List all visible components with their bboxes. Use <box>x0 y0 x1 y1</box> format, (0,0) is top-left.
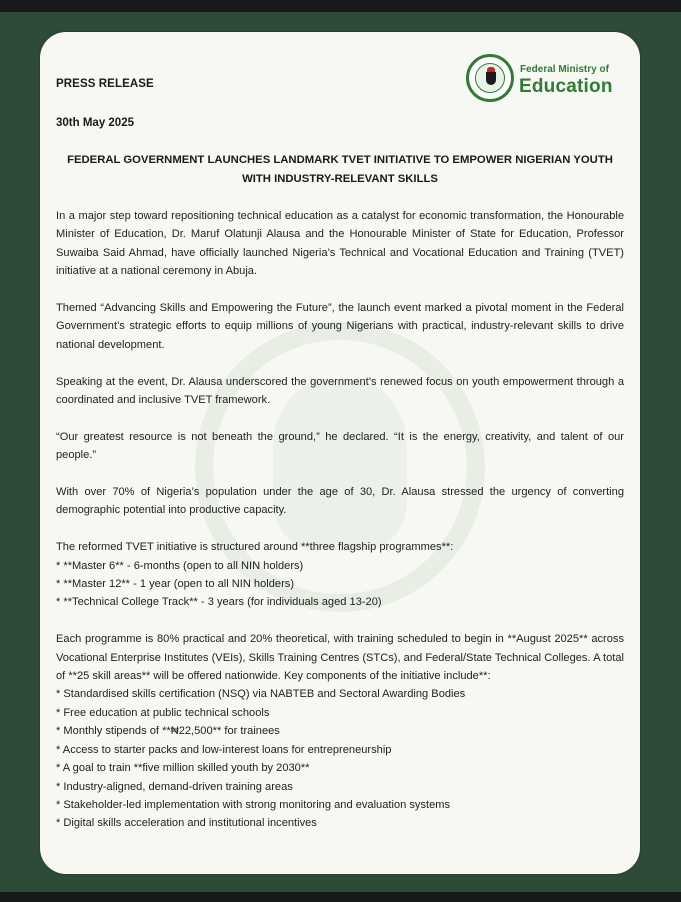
ministry-logo <box>466 52 636 106</box>
list-item: * **Master 12** - 1 year (open to all NIN holders) <box>56 575 624 593</box>
paragraph-intro: In a major step toward repositioning technical education as a catalyst for economic transformation, the Honourable Minister of Education, Dr. Maruf Olatunji Alausa and the Honourable Minister of State for Education, Professor Suwaiba Said Ahmad, have officially launched Nigeria’s Technical and Vocational Education and Training (TVET) initiative at a national ceremony in Abuja. <box>56 210 624 278</box>
release-date: 30th May 2025 <box>56 117 134 129</box>
paragraph-theme: Themed “Advancing Skills and Empowering the Future”, the launch event marked a pivotal moment in the Federal Government’s strategic efforts to equip millions of young Nigerians with practical, industry-relevant skills to drive national development. <box>56 302 624 351</box>
paragraph-demographics: With over 70% of Nigeria’s population under the age of 30, Dr. Alausa stressed the urgency of converting demographic potential into productive capacity. <box>56 486 624 517</box>
logo-title: Education <box>519 76 613 97</box>
press-release-label: PRESS RELEASE <box>56 78 154 90</box>
list-item: * Standardised skills certification (NSQ) via NABTEB and Sectoral Awarding Bodies <box>56 685 624 703</box>
paragraph-programme-details: Each programme is 80% practical and 20% theoretical, with training scheduled to begin in **August 2025** across Vocational Enterprise Institutes (VEIs), Skills Training Centres (STCs), and Federal/State Technical Colleges. A total of **25 skill areas** will be offered nationwide. Key components of the initiative include**: <box>56 633 624 683</box>
list-item: * **Master 6** - 6-months (open to all NIN holders) <box>56 557 624 575</box>
press-release-document <box>40 32 640 874</box>
paragraph-structure: The reformed TVET initiative is structured around **three flagship programmes**: <box>56 541 454 554</box>
list-item: * Digital skills acceleration and institutional incentives <box>56 814 624 832</box>
components-list <box>56 685 624 832</box>
list-item: * Free education at public technical schools <box>56 704 624 722</box>
headline: FEDERAL GOVERNMENT LAUNCHES LANDMARK TVET INITIATIVE TO EMPOWER NIGERIAN YOUTH WITH INDUSTRY-RELEVANT SKILLS <box>67 154 613 185</box>
bottom-bar <box>0 892 681 902</box>
list-item: * A goal to train **five million skilled youth by 2030** <box>56 759 624 777</box>
logo-subtitle: Federal Ministry of <box>520 64 609 75</box>
list-item: * **Technical College Track** - 3 years (for individuals aged 13-20) <box>56 593 624 611</box>
list-item: * Access to starter packs and low-interest loans for entrepreneurship <box>56 741 624 759</box>
paragraph-speech: Speaking at the event, Dr. Alausa underscored the government’s renewed focus on youth empowerment through a coordinated and inclusive TVET framework. <box>56 375 624 407</box>
list-item: * Monthly stipends of **₦22,500** for trainees <box>56 722 624 740</box>
list-item: * Industry-aligned, demand-driven training areas <box>56 778 624 796</box>
body-text <box>56 207 624 833</box>
paragraph-quote: “Our greatest resource is not beneath the ground,” he declared. “It is the energy, creativity, and talent of our people.” <box>56 430 624 462</box>
list-item: * Stakeholder-led implementation with strong monitoring and evaluation systems <box>56 796 624 814</box>
top-bar <box>0 0 681 12</box>
programme-list <box>56 557 624 612</box>
coat-of-arms-icon <box>466 54 514 102</box>
